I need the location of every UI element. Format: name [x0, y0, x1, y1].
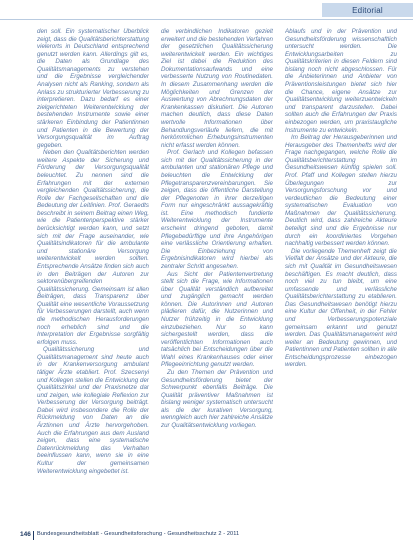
header-rule: [0, 19, 413, 20]
paragraph: den soll. Ein systematischer Überblick zeigt, dass die Qualitätsberichterstattung vielerorts in Deutschland entsprechend genutzt werden kann. Allerdings gilt es, die Daten als Grundlage des Qualitätsmanagements zu verstehen und die Ergebnisse vergleichender Analysen nicht als Ranking, sondern als Anlass zu strukturierter Verbesserung zu interpretieren. Dazu bedarf es einer zielgerichteten Weiterentwicklung der bestehenden Instrumente sowie einer stärkeren Einbindung der Patientinnen und Patienten in die Bewertung der Versorgungsqualität im Auftrag gegeben.: [37, 28, 149, 149]
page-number: 146: [20, 531, 31, 538]
paragraph: Qualitätssicherung und Qualitätsmanagement sind heute auch in der Krankenversorgung ambulant tätiger Ärzte etabliert. Prof. Szecsenyi und Kollegen stellen die Entwicklung der Qualitätszirkel und der Praxisnetze dar und zeigen, wie kollegiale Reflexion zur Verbesserung der Versorgung beiträgt. Dabei wird insbesondere die Rolle der Rückmeldung von Daten an die Ärztinnen und Ärzte hervorgehoben. Auch die Erfahrungen aus dem Ausland zeigen, dass eine systematische Datenrückmeldung das Verhalten beeinflussen kann, wenn sie in eine Kultur der gemeinsamen Weiterentwicklung eingebettet ist.: [37, 346, 149, 475]
section-label: Editorial: [322, 3, 413, 17]
paragraph: Ablaufs und in der Prävention und Gesundheitsförderung wissenschaftlich untersucht werden. Die Entwicklungsarbeiten zu Qualitätskriterien in diesen Feldern sind bislang noch nicht abgeschlossen. Für die Anbieterinnen und Anbieter von Präventionsleistungen bietet sich hier die Chance, eigene Ansätze zur Qualitätsentwicklung weiterzuentwickeln und transparent darzustellen. Dabei sollten auch die Erfahrungen der Praxis einbezogen werden, um praxistaugliche Instrumente zu entwickeln.: [285, 28, 397, 134]
paragraph: Neben den Qualitätsberichten werden weitere Aspekte der Sicherung und Förderung der Versorgungsqualität beleuchtet. Zu nennen sind die Erfahrungen mit der externen vergleichenden Qualitätssicherung, die Rolle der Fachgesellschaften und die Bedeutung der Leitlinien. Prof. Geraedts beschreibt in seinem Beitrag einen Weg, wie die Patientenperspektive stärker berücksichtigt werden kann, und setzt sich mit der Frage auseinander, wie Qualitätsindikatoren für die ambulante und stationäre Versorgung weiterentwickelt werden sollten. Entsprechende Ansätze finden sich auch in den Beiträgen der Autoren zur sektorenübergreifenden Qualitätssicherung. Gemeinsam ist allen Beiträgen, dass Transparenz über Qualität eine wesentliche Voraussetzung für Verbesserungen darstellt, auch wenn die methodischen Herausforderungen noch erheblich sind und die Interpretation der Ergebnisse sorgfältig erfolgen muss.: [37, 149, 149, 346]
paragraph: die verbindlichen Indikatoren gezielt erweitert und die bestehenden Verfahren der gesetzlichen Qualitätssicherung weiterentwickelt werden. Ein wichtiges Ziel ist dabei die Reduktion des Dokumentationsaufwands und eine verbesserte Nutzung von Routinedaten. In diesem Zusammenhang werden die Möglichkeiten und Grenzen der Auswertung von Abrechnungsdaten der Krankenkassen diskutiert. Die Autoren machen deutlich, dass diese Daten wertvolle Informationen über Behandlungsverläufe liefern, die mit herkömmlichen Erhebungsinstrumenten nicht erfasst werden können.: [161, 28, 273, 149]
paragraph: Die vorliegende Themenheft zeigt die Vielfalt der Ansätze und der Akteure, die sich mit Qualität im Gesundheitswesen beschäftigen. Es macht deutlich, dass noch viel zu tun bleibt, um eine umfassende und verlässliche Qualitätsberichterstattung zu etablieren. Das Gesundheitswesen benötigt hierzu eine Kultur der Offenheit, in der Fehler und Verbesserungspotenziale gemeinsam erkannt und genutzt werden. Das Qualitätsmanagement wird weiter an Bedeutung gewinnen, und Patientinnen und Patienten sollten in alle Entscheidungsprozesse einbezogen werden.: [285, 247, 397, 369]
paragraph: Prof. Gerlach und Kollegen befassen sich mit der Qualitätssicherung in der ambulanten und stationären Pflege und beleuchten die Entwicklung der Pflegetransparenzvereinbarungen. Sie zeigen, dass die öffentliche Darstellung der Pflegenoten in ihrer derzeitigen Form nur eingeschränkt aussagekräftig ist. Eine methodisch fundierte Weiterentwicklung der Instrumente erscheint dringend geboten, damit Pflegebedürftige und ihre Angehörigen eine verlässliche Orientierung erhalten. Die Einbeziehung von Ergebnisindikatoren wird hierbei als zentraler Schritt angesehen.: [161, 149, 273, 270]
text-column-1: [37, 28, 149, 523]
paragraph: Zu den Themen der Prävention und Gesundheitsförderung bietet der Schwerpunkt ebenfalls Beiträge. Die Qualität präventiver Maßnahmen ist bislang weniger systematisch untersucht als die der kurativen Versorgung, wenngleich auch hier zahlreiche Ansätze zur Qualitätsentwicklung vorliegen.: [161, 369, 273, 430]
text-column-3: [285, 28, 397, 523]
paragraph: Aus Sicht der Patientenvertretung stellt sich die Frage, wie Informationen über Qualität verständlich aufbereitet und zugänglich gemacht werden können. Die Autorinnen und Autoren plädieren dafür, die Nutzerinnen und Nutzer frühzeitig in die Entwicklung einzubeziehen. Nur so kann sichergestellt werden, dass die veröffentlichten Informationen auch tatsächlich bei Entscheidungen über die Wahl eines Krankenhauses oder einer Pflegeeinrichtung genutzt werden.: [161, 270, 273, 369]
footer-separator: [33, 531, 34, 540]
text-column-2: [161, 28, 273, 523]
publication-line: Bundesgesundheitsblatt - Gesundheitsforschung - Gesundheitsschutz 2 - 2011: [37, 531, 240, 537]
paragraph: Im Beitrag der Herausgeberinnen und Herausgeber des Themenhefts wird der Frage nachgegangen, welche Rolle die Qualitätsberichterstattung im Gesundheitswesen künftig spielen soll. Prof. Pfaff und Kollegen stellen hierzu Überlegungen zur Versorgungsforschung vor und verdeutlichen die Bedeutung einer systematischen Evaluation von Maßnahmen der Qualitätssicherung. Deutlich wird, dass zahlreiche Akteure beteiligt sind und die Ergebnisse nur durch ein koordiniertes Vorgehen nachhaltig verbessert werden können.: [285, 134, 397, 248]
